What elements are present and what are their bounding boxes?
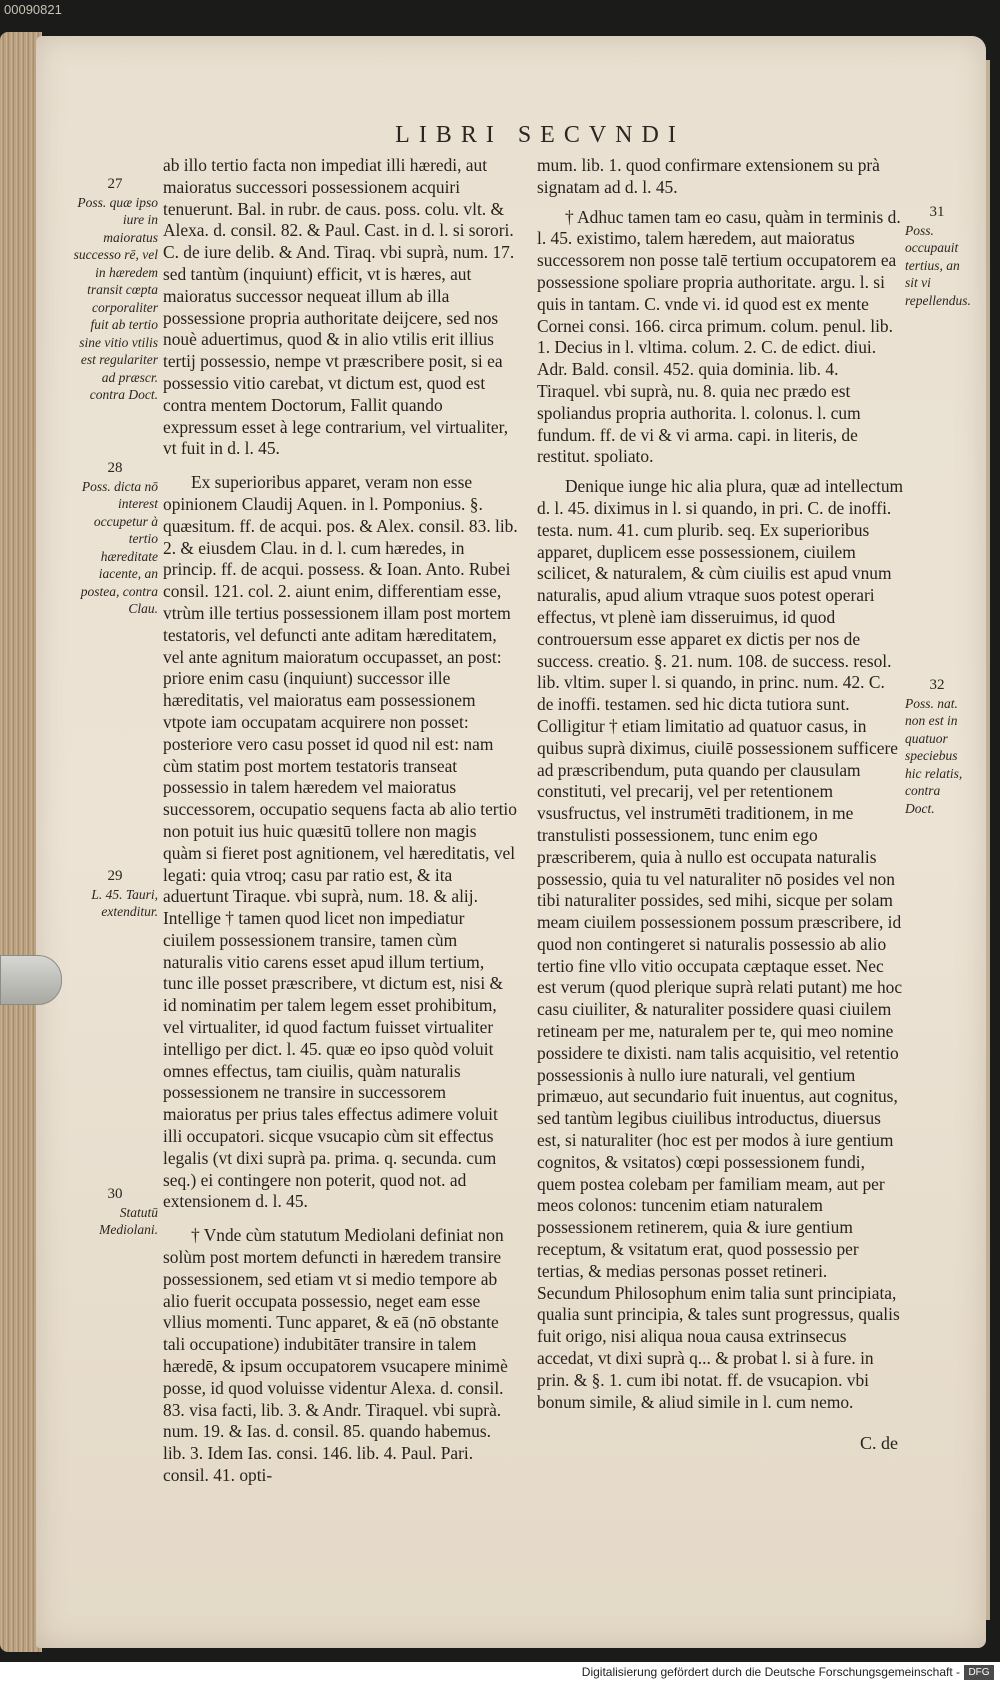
bookmark-tab bbox=[0, 955, 62, 1005]
margin-note-27 bbox=[72, 176, 158, 404]
right-paragraph-2: † Adhuc tamen tam eo casu, quàm in terminis d. l. 45. existimo, talem hæredem, aut maioratus successorem non posse talē tertium occupatorem ea possessione spoliare propria authoritate. argu. l. si quis in tantam. C. vnde vi. id quod est ex mente Cornei consi. 166. circa primum. colum. penul. lib. 1. Decius in l. vltima. colum. 2. C. de edict. diui. Adr. Bald. consil. 452. quia dominia. lib. 4. Tiraquel. vbi suprà, nu. 8. quia nec prædo est spoliandus propria authorita. l. colonus. l. cum fundum. ff. de vi & vi arma. capi. in literis, de restitut. spoliato. bbox=[537, 206, 901, 467]
funding-notice: Digitalisierung gefördert durch die Deutsche Forschungsgemeinschaft - bbox=[581, 1665, 960, 1679]
margin-note-text: Statutū Mediolani. bbox=[99, 1204, 158, 1237]
footer-bar bbox=[0, 1662, 1000, 1684]
left-paragraph-3: † Vnde cùm statutum Mediolani definiat non solùm post mortem defuncti in hæredem transire possessionem, sed etiam vt si medio tempore ab alio fuerit occupata possessio, neget eam esse vllius momenti. Tunc apparet, & eā (nō obstante tali occupatione) indubitāter transire in talem hæredē, & ipsum occupatorem vsucapere minimè posse, id quod voluisse videntur Alexa. d. consil. 83. visa facti, lib. 3. & Andr. Tiraquel. vbi suprà. num. 19. & Ias. d. consil. 85. quando habemus. lib. 3. Idem Ias. consi. 146. lib. 4. Paul. Pari. consil. 41. opti- bbox=[163, 1225, 508, 1486]
margin-note-text: L. 45. Tauri, extenditur. bbox=[91, 886, 158, 919]
left-column bbox=[163, 155, 518, 1487]
left-paragraph-1: ab illo tertio facta non impediat illi hæredi, aut maioratus successori possessionem acquiri tenuerunt. Bal. in rubr. de caus. poss. colu. vlt. & Alexa. d. consil. 82. & Paul. Cast. in d. l. si sorori. C. de iure delib. & And. Tiraq. vbi suprà, num. 17. sed tantùm (inquiunt) efficit, vt is hæres, aut maioratus successor nequeat illum ab illa possessione propria authoritate deijcere, sed nos nouè aduertimus, quod & in alio vtilis erit illius tertij possessio, nempe vt præscribere posit, si ea possessio vitio carebat, vt dictum est, quod est contra mentem Doctorum, Fallit quando expressum esset à lege contrarium, vel virtualiter, vt fuit in d. l. 45. bbox=[163, 155, 515, 459]
right-paragraph-1: mum. lib. 1. quod confirmare extensionem su prà signatam ad d. l. 45. bbox=[537, 155, 880, 197]
left-paragraph-2: Ex superioribus apparet, veram non esse opinionem Claudij Aquen. in l. Pomponius. §. quæsitum. ff. de acqui. pos. & Alex. consil. 83. lib. 2. & eiusdem Clau. in d. l. cum hæredes, in princip. ff. de acqui. possess. & Ioan. Anto. Rubei consil. 121. col. 2. aiunt enim, differentiam esse, vtrùm ille tertius possessionem illam post mortem testatoris, vel defuncti ante aditam hæreditatem, vel ante agnitum maioratum occupasset, an post: priore enim casu (inquiunt) successor ille hæreditatis, vel maioratus eam possessionem vtpote iam occupatam acquirere non posset: posteriore vero casu posset id quod nil est: nam cùm statim post mortem testatoris transeat possessio in talem hæredem vel maioratus successorem, occupatio sequens facta ab alio tertio non potuit ius huic quæsitū tollere non magis quàm si fieret post agnitionem, vel hæreditatis, vel legati: quia vtroq; casu par ratio est, & ita aduertunt Tiraque. vbi suprà, num. 18. & alij. Intellige † tamen quod licet non impediatur ciuilem possessionem transire, tamen cùm naturalis vitio carens esset apud illum tertium, tunc ille posset præscribere, vt dictum est, nisi & id nominatim per talem legem esset prohibitum, vel virtualiter, id quod factum fuisset virtualiter intelligo per dict. l. 45. quæ eo ipso quòd voluit omnes effectus, tam ciuilis, quàm naturalis possessionem ne transire in successorem maioratus per prius tales effectus adimere voluit illi occupatori. sicque vsucapio cùm sit effectus legalis (vt dixi suprà pa. prima. q. secunda. cum seq.) ei contingere non poterit, quod not. ad extensionem d. l. 45. bbox=[163, 472, 518, 1212]
margin-note-30 bbox=[72, 1186, 158, 1239]
right-paragraph-3: Denique iunge hic alia plura, quæ ad intellectum d. l. 45. diximus in l. si quando, in pri. C. de inoffi. testa. num. 41. cum plurib. seq. Ex superioribus apparet, duplicem esse possessionem, ciuilem scilicet, & naturalem, & cùm ciuilis est apud vnum naturalis, apud alium vtraque suos potest operari effectus, vt plenè iam disseruimus, id quod controuersum esse apparet ex dictis per nos de success. creatio. §. 21. num. 108. de success. resol. lib. vltim. super l. si quando, in princ. num. 42. C. de inoffi. testamen. sed hic dicta tutiora sunt. Colligitur † etiam limitatio ad quatuor casus, in quibus suprà diximus, ciuilē possessionem sufficere ad præscribendum, puta quando per clausulam constituti, vel precarij, vel per retentionem vsusfructus, vel instrumēti traditionem, in me transtulisti possessionem, tunc enim ego præscriberem, quia à nullo est occupata naturalis possessio, quia tu vel naturaliter nō posides vel non tibi naturaliter possides, sed mihi, sicque per solam meam ciuilem possessionem possum præscribere, id quod non contingeret si naturalis possessio ab alio tertio fine vllo vitio occupata cæptaque esset. Nec est verum (quod plerique suprà relati putant) me hoc casu ciuiliter, & naturaliter possidere quasi ciuilem retineam per me, naturalem per te, qui meo nomine possidere te dixisti. nam talis acquisitio, vel retentio possessionis à nullo iure naturali, vel gentium primæuo, aut secundario fuit inuentus, aut cognitus, sed tantùm legibus ciuilibus introductus, diuersus est, si naturaliter (hoc est per modos à iure gentium cognitos, & vsitatos) cœpi possessionem fundi, quem postea colebam per familiam meam, aut per meos colonos: tuncenim etiam naturalem possessionem retinerem, quia & iure gentium receptum, & vsitatum erat, quod possessio per tertias, & medias personas posset retineri. Secundum Philosophum enim talia sunt principiata, qualia sunt principia, & tales sunt progressus, qualis fuit origo, nisi aliqua noua causa extrinsecus accedat, vt dixi suprà q... & probat l. si à fure. in prin. & §. 1. cum ibi notat. ff. de vsucapion. vbi bonum simile, & aliud simile in l. cum nemo. bbox=[537, 476, 904, 1412]
margin-note-number: 29 bbox=[107, 868, 123, 884]
margin-note-text: Poss. quæ ipso iure in maioratus successo rē, vel in hæredem transit cœpta corporaliter fuit ab tertio sine vitio vtilis est regulariter ad præscr. contra Doct. bbox=[73, 194, 158, 402]
catchword: C. de bbox=[860, 1433, 898, 1453]
margin-note-text: Poss. occupauit tertius, an sit vi repellendus. bbox=[905, 222, 971, 308]
margin-note-text: Poss. nat. non est in quatuor speciebus hic relatis, contra Doct. bbox=[905, 695, 963, 816]
margin-note-28 bbox=[72, 460, 158, 618]
scan-id: 00090821 bbox=[4, 2, 62, 17]
margin-note-29 bbox=[72, 868, 158, 921]
margin-note-number: 30 bbox=[107, 1186, 123, 1202]
margin-note-32 bbox=[905, 677, 969, 817]
margin-note-number: 27 bbox=[107, 176, 123, 192]
margin-note-number: 31 bbox=[929, 204, 945, 220]
margin-note-number: 32 bbox=[929, 677, 945, 693]
dfg-logo: DFG bbox=[964, 1665, 994, 1680]
margin-note-text: Poss. dicta nō interest occupetur à tertio hæreditate iacente, an postea, contra Clau. bbox=[80, 478, 158, 616]
running-head: LIBRI SECVNDI bbox=[395, 122, 685, 148]
margin-note-number: 28 bbox=[107, 460, 123, 476]
margin-note-31 bbox=[905, 204, 969, 309]
right-column bbox=[537, 155, 904, 1413]
